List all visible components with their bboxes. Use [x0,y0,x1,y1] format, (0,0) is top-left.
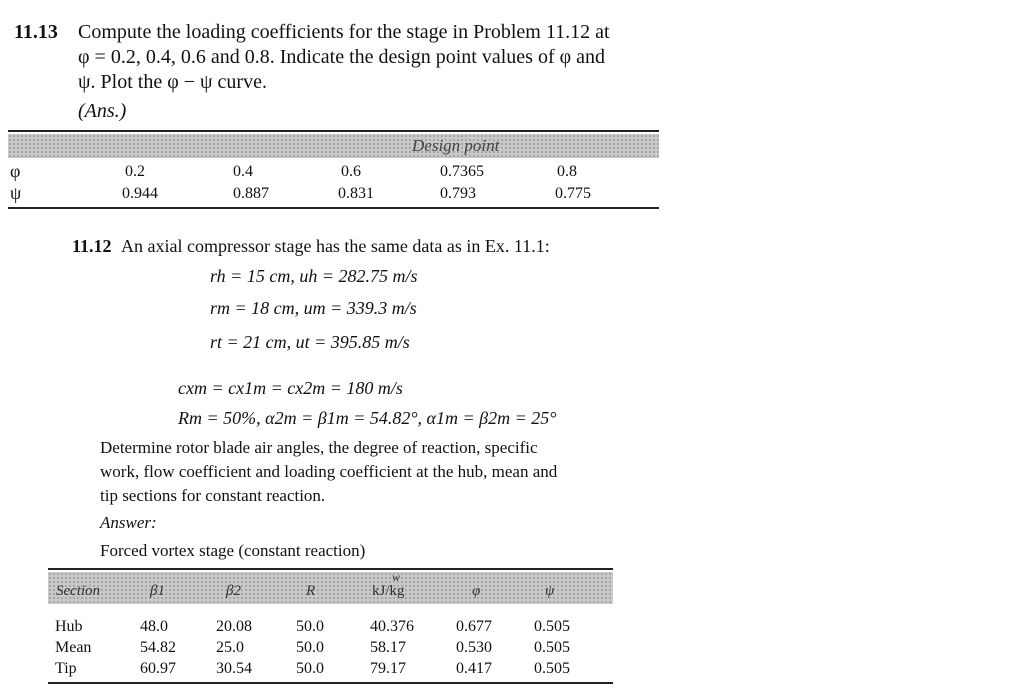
table1-top-rule [8,130,659,132]
table-cell: 50.0 [296,618,324,635]
psi-value: 0.775 [555,185,591,202]
table-cell: 0.505 [534,639,570,656]
problem-number-11-13: 11.13 [14,21,58,43]
problem-11-13-line3: ψ. Plot the φ − ψ curve. [78,71,267,93]
equation-mean: rm = 18 cm, um = 339.3 m/s [210,298,417,318]
table-cell: Tip [55,660,77,677]
psi-value: 0.944 [122,185,158,202]
row-label-psi: ψ [10,183,22,203]
table-cell: 0.505 [534,660,570,677]
header-psi: ψ [545,583,555,599]
table-subtitle: Forced vortex stage (constant reaction) [100,541,366,560]
table-cell: 50.0 [296,660,324,677]
problem-11-12-body3: tip sections for constant reaction. [100,486,326,505]
problem-11-12-body2: work, flow coefficient and loading coefficient at the hub, mean and [100,462,558,481]
header-work-symbol: w [392,570,401,584]
table-cell: 79.17 [370,660,406,677]
problem-11-12-intro: An axial compressor stage has the same data as in Ex. 11.1: [121,236,550,256]
table-cell: 20.08 [216,618,252,635]
table-cell: 0.530 [456,639,492,656]
phi-value: 0.8 [557,163,577,180]
table-cell: 40.376 [370,618,414,635]
ans-label: (Ans.) [78,100,127,122]
table-cell: Hub [55,618,83,635]
table-cell: 60.97 [140,660,176,677]
equation-tip: rt = 21 cm, ut = 395.85 m/s [210,332,410,352]
header-work-unit: kJ/kg [372,583,405,599]
problem-11-13-line2: φ = 0.2, 0.4, 0.6 and 0.8. Indicate the design point values of φ and [78,46,606,68]
table-cell: 25.0 [216,639,244,656]
design-point-label: Design point [412,136,500,155]
table1-header-band [8,134,659,158]
table1-bottom-rule [8,207,659,209]
answer-label: Answer: [100,513,157,532]
table-cell: 58.17 [370,639,406,656]
equation-hub: rh = 15 cm, uh = 282.75 m/s [210,266,418,286]
table-cell: 30.54 [216,660,252,677]
phi-value: 0.2 [125,163,145,180]
header-reaction: R [306,583,316,599]
problem-number-11-12: 11.12 [72,236,112,256]
phi-value: 0.4 [233,163,253,180]
problem-11-12-body1: Determine rotor blade air angles, the degree of reaction, specific [100,438,538,457]
table-cell: 54.82 [140,639,176,656]
table2-top-rule [48,568,613,570]
row-label-phi: φ [10,161,21,181]
problem-11-13-line1: Compute the loading coefficients for the stage in Problem 11.12 at [78,21,610,43]
table-cell: 0.677 [456,618,492,635]
psi-value: 0.793 [440,185,476,202]
psi-value: 0.887 [233,185,269,202]
equation-reaction-angles: Rm = 50%, α2m = β1m = 54.82°, α1m = β2m = 25° [178,408,557,428]
header-section: Section [56,583,101,599]
phi-value: 0.6 [341,163,361,180]
table-cell: 50.0 [296,639,324,656]
table-cell: 0.505 [534,618,570,635]
equation-axial-velocity: cxm = cx1m = cx2m = 180 m/s [178,378,403,398]
header-beta2: β2 [226,583,241,599]
table-cell: Mean [55,639,92,656]
table2-header-band [48,572,613,604]
header-beta1: β1 [150,583,165,599]
table-cell: 48.0 [140,618,168,635]
table-cell: 0.417 [456,660,492,677]
psi-value: 0.831 [338,185,374,202]
table2-bottom-rule [48,682,613,684]
phi-value: 0.7365 [440,163,484,180]
header-phi: φ [472,583,481,599]
